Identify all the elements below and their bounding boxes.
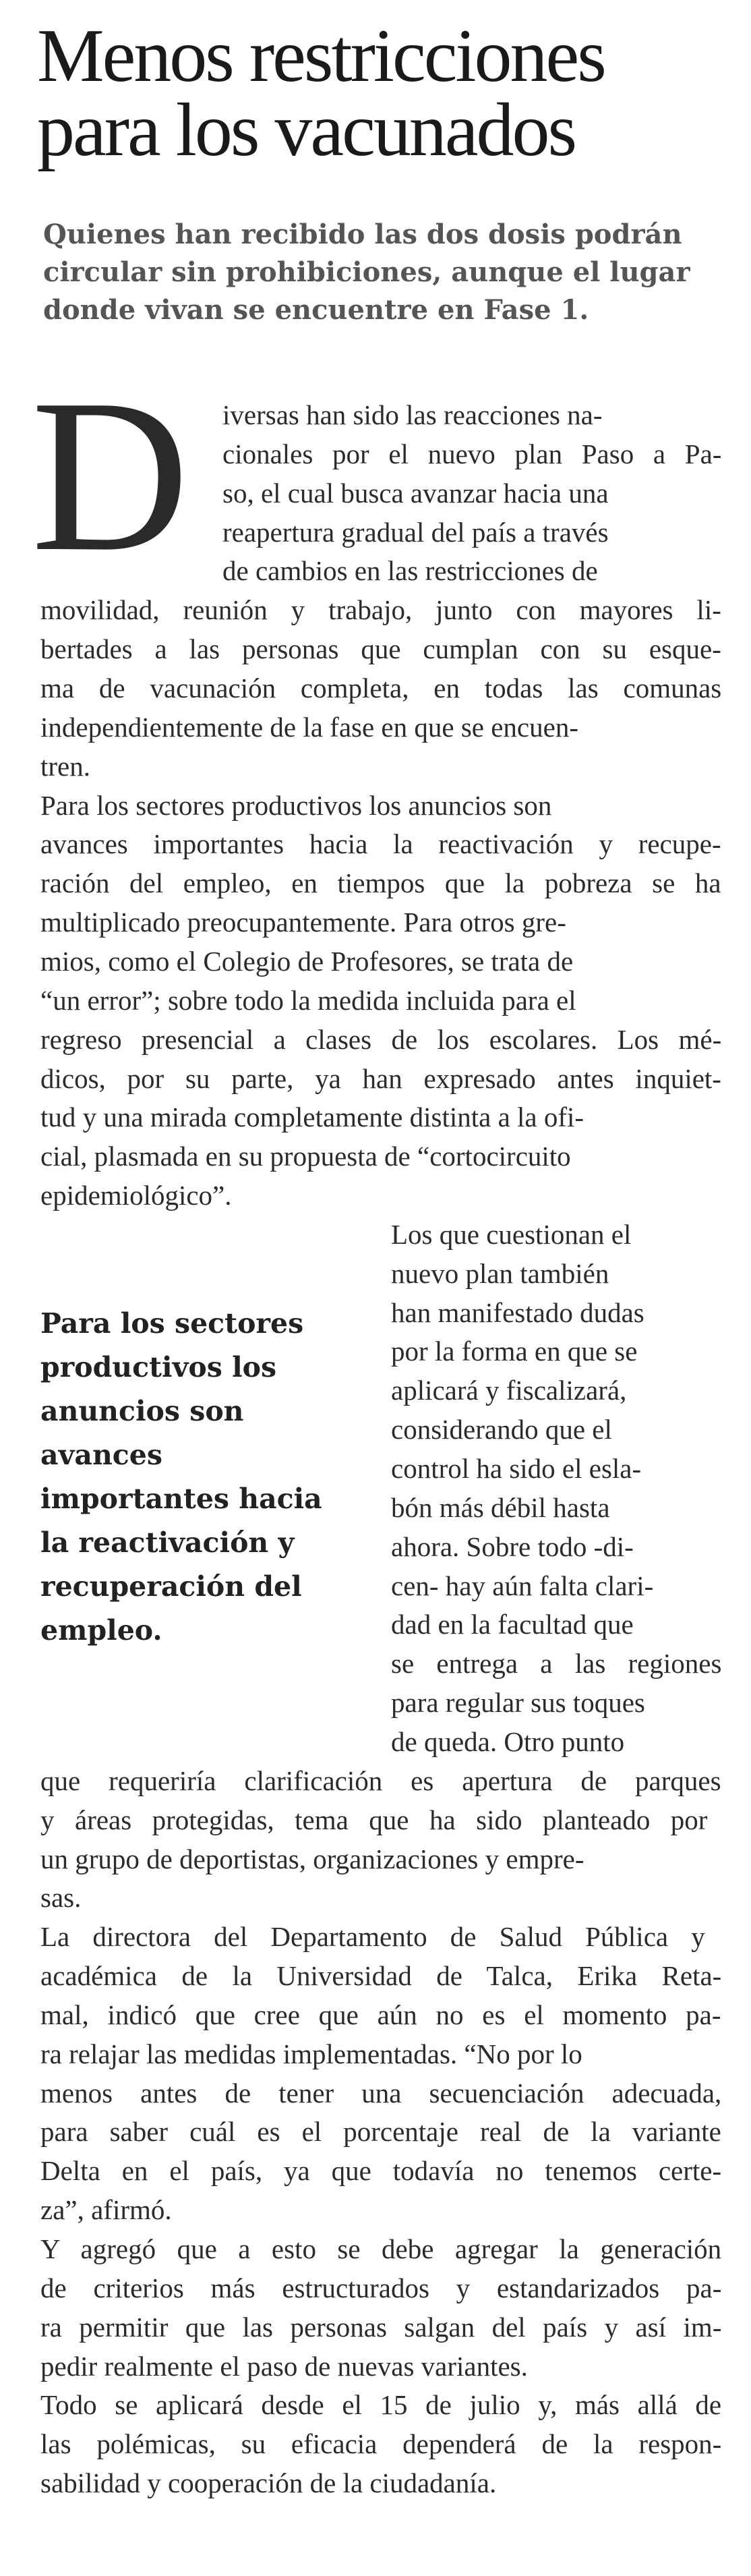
body-line: que requeriría clarificación es apertura de parques: [40, 1765, 721, 1796]
deck-line: Quienes han recibido las dos dosis podrán: [43, 219, 682, 250]
body-line: ración del empleo, en tiempos que la pobreza se ha: [40, 867, 721, 899]
body-line: sas.: [40, 1882, 82, 1914]
body-line: Todo se aplicará desde el 15 de julio y, más allá de: [40, 2389, 722, 2421]
body-line: un grupo de deportistas, organizaciones y empre-: [40, 1843, 584, 1874]
pull-quote-line: empleo.: [40, 1614, 162, 1647]
body-line: dicos, por su parte, ya han expresado antes inquiet-: [40, 1062, 721, 1094]
body-line: de queda. Otro punto: [391, 1725, 625, 1757]
pull-quote-line: avances: [40, 1439, 162, 1471]
body-line: tud y una mirada completamente distinta a la ofi-: [40, 1101, 584, 1133]
body-line: reapertura gradual del país a través: [222, 516, 609, 548]
body-line: ahora. Sobre todo -di-: [391, 1530, 634, 1562]
body-line: “un error”; sobre todo la medida incluida para el: [40, 984, 576, 1016]
body-line: y áreas protegidas, tema que ha sido planteado por: [40, 1804, 708, 1835]
pull-quote-line: recuperación del: [40, 1570, 302, 1603]
body-line: regreso presencial a clases de los escolares. Los mé-: [40, 1023, 722, 1055]
body-line: ra permitir que las personas salgan del país y así im-: [40, 2311, 722, 2343]
body-line: sabilidad y cooperación de la ciudadanía.: [40, 2467, 497, 2499]
body-line: de cambios en las restricciones de: [222, 555, 598, 587]
body-line: menos antes de tener una secuenciación adecuada,: [40, 2077, 722, 2109]
body-line: tren.: [40, 750, 90, 782]
body-line: epidemiológico”.: [40, 1180, 232, 1211]
body-line: pedir realmente el paso de nuevas variantes.: [40, 2350, 528, 2382]
body-line: nuevo plan también: [391, 1257, 609, 1289]
body-line: Y agregó que a esto se debe agregar la generación: [40, 2233, 722, 2264]
body-line: aplicará y fiscalizará,: [391, 1375, 627, 1406]
body-line: por la forma en que se: [391, 1336, 638, 1367]
headline-line: para los vacunados: [37, 88, 576, 172]
deck-line: donde vivan se encuentre en Fase 1.: [43, 294, 589, 326]
body-line: para regular sus toques: [391, 1687, 645, 1719]
body-line: se entrega a las regiones: [391, 1648, 722, 1680]
body-line: control ha sido el esla-: [391, 1452, 642, 1484]
body-line: considerando que el: [391, 1414, 612, 1446]
drop-cap: D: [31, 354, 189, 597]
body-line: movilidad, reunión y trabajo, junto con mayores li-: [40, 594, 721, 626]
pull-quote-line: anuncios son: [40, 1395, 244, 1427]
body-line: cionales por el nuevo plan Paso a Pa-: [222, 438, 722, 469]
body-line: dad en la facultad que: [391, 1609, 634, 1640]
body-line: Para los sectores productivos los anuncios son: [40, 789, 552, 821]
body-line: iversas han sido las reacciones na-: [222, 399, 603, 430]
body-line: ma de vacunación completa, en todas las comunas: [40, 672, 722, 704]
headline-line: Menos restricciones: [37, 14, 605, 98]
body-line: multiplicado preocupantemente. Para otros gre-: [40, 907, 566, 938]
body-line: so, el cual busca avanzar hacia una: [222, 477, 609, 509]
pull-quote-line: Para los sectores: [40, 1307, 304, 1340]
body-line: las polémicas, su eficacia dependerá de la respon-: [40, 2428, 722, 2460]
body-line: Los que cuestionan el: [391, 1218, 632, 1250]
body-line: independientemente de la fase en que se encuen-: [40, 711, 578, 743]
body-line: mal, indicó que cree que aún no es el momento pa-: [40, 1999, 721, 2030]
body-line: mios, como el Colegio de Profesores, se trata de: [40, 945, 574, 977]
body-line: para saber cuál es el porcentaje real de la variante: [40, 2116, 721, 2148]
body-line: ra relajar las medidas implementadas. “No por lo: [40, 2038, 582, 2069]
body-line: bón más débil hasta: [391, 1491, 610, 1523]
headline: [37, 14, 731, 172]
pull-quote: [40, 1302, 357, 1653]
pull-quote-line: la reactivación y: [40, 1526, 295, 1559]
deck-line: circular sin prohibiciones, aunque el lugar: [43, 256, 690, 288]
body-line: za”, afirmó.: [40, 2194, 172, 2226]
body-line: bertades a las personas que cumplan con su esque-: [40, 633, 721, 665]
body-line: avances importantes hacia la reactivación y recupe-: [40, 828, 721, 860]
body-line: de criterios más estructurados y estandarizados pa-: [40, 2272, 722, 2303]
body-line: cen- hay aún falta clari-: [391, 1570, 654, 1601]
body-line: han manifestado dudas: [391, 1296, 644, 1328]
body-line: cial, plasmada en su propuesta de “cortocircuito: [40, 1141, 571, 1172]
deck-subheadline: [43, 216, 724, 329]
pull-quote-line: importantes hacia: [40, 1483, 322, 1515]
body-line: académica de la Universidad de Talca, Erika Reta-: [40, 1960, 722, 1991]
body-line: Delta en el país, ya que todavía no tenemos certe-: [40, 2155, 722, 2187]
body-line: La directora del Departamento de Salud Pública y: [40, 1921, 705, 1953]
pull-quote-line: productivos los: [40, 1351, 277, 1383]
